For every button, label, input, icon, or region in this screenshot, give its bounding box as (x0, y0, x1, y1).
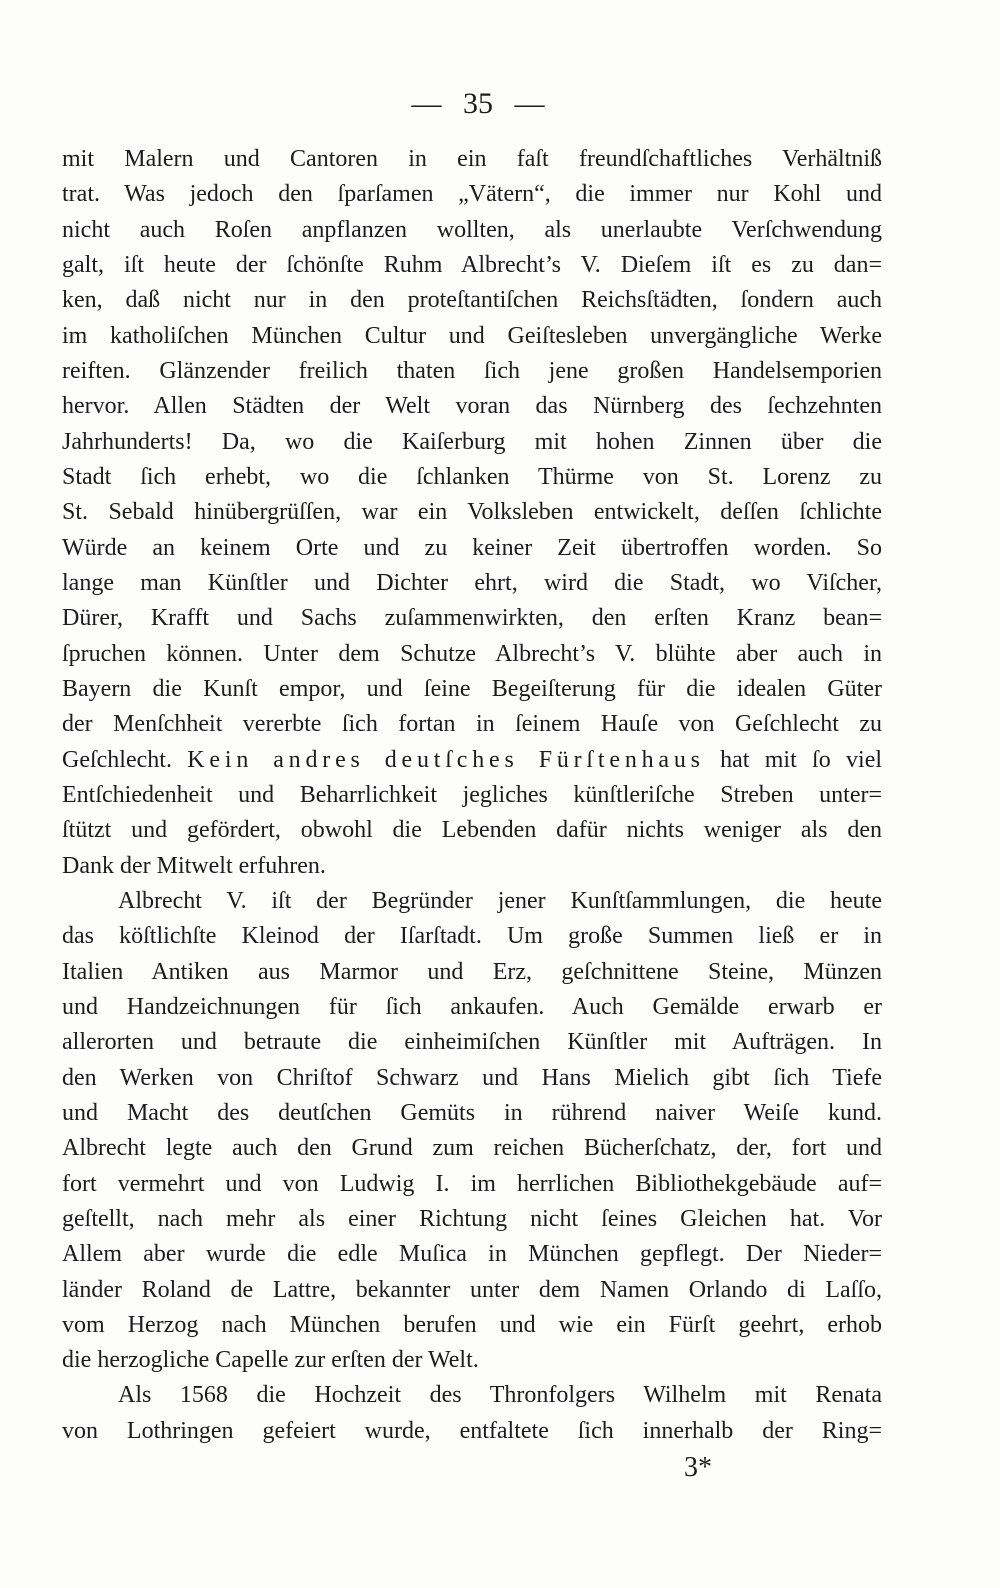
text-line: geſtellt, nach mehr als einer Richtung nicht ſeines Gleichen hat. Vor (62, 1205, 882, 1232)
text-line: nicht auch Roſen anpflanzen wollten, als unerlaubte Verſchwendung (62, 216, 882, 243)
text-line: Würde an keinem Orte und zu keiner Zeit übertroffen worden. So (62, 534, 882, 561)
text-line: Als 1568 die Hochzeit des Thronfolgers Wilhelm mit Renata (118, 1382, 882, 1409)
text-line: hervor. Allen Städten der Welt voran das Nürnberg des ſechzehnten (62, 393, 882, 420)
text-line: reiften. Glänzender freilich thaten ſich jene großen Handelsemporien (62, 357, 882, 384)
signature-mark: 3* (684, 1452, 712, 1483)
text-line: das köſtlichſte Kleinod der Iſarſtadt. Um große Summen ließ er in (62, 923, 882, 950)
text-line: lange man Künſtler und Dichter ehrt, wird die Stadt, wo Viſcher, (62, 569, 882, 596)
letterspaced-emphasis: Kein andres deutſches Fürſtenhaus (187, 746, 705, 773)
page-body (62, 142, 882, 1449)
text-line: trat. Was jedoch den ſparſamen „Vätern“, die immer nur Kohl und (62, 181, 882, 208)
text-line: Allem aber wurde die edle Muſica in München gepflegt. Der Nieder= (62, 1241, 882, 1268)
text-line: von Lothringen gefeiert wurde, entfaltete ſich innerhalb der Ring= (62, 1417, 882, 1444)
text-line: Albrecht V. iſt der Begründer jener Kunſtſammlungen, die heute (118, 887, 882, 914)
text-line: länder Roland de Lattre, bekannter unter dem Namen Orlando di Laſſo, (62, 1276, 882, 1303)
text-line-with-emphasis (62, 743, 882, 778)
text-line: fort vermehrt und von Ludwig I. im herrlichen Bibliothekgebäude auf= (62, 1170, 882, 1197)
text-line: Entſchiedenheit und Beharrlichkeit jegliches künſtleriſche Streben unter= (62, 781, 882, 808)
text-line: galt, iſt heute der ſchönſte Ruhm Albrecht’s V. Dieſem iſt es zu dan= (62, 251, 882, 278)
text-line: Jahrhunderts! Da, wo die Kaiſerburg mit hohen Zinnen über die (62, 428, 882, 455)
line-lead-text: Geſchlecht. (62, 746, 172, 773)
text-line: die herzogliche Capelle zur erſten der Welt. (62, 1347, 479, 1374)
text-line: St. Sebald hinübergrüſſen, war ein Volksleben entwickelt, deſſen ſchlichte (62, 499, 882, 526)
text-line: Dank der Mitwelt erfuhren. (62, 852, 326, 879)
text-line: und Handzeichnungen für ſich ankaufen. Auch Gemälde erwarb er (62, 993, 882, 1020)
text-line: ſpruchen können. Unter dem Schutze Albrecht’s V. blühte aber auch in (62, 640, 882, 667)
text-line: Albrecht legte auch den Grund zum reichen Bücherſchatz, der, fort und (62, 1135, 882, 1162)
text-line: ken, daß nicht nur in den proteſtantiſchen Reichsſtädten, ſondern auch (62, 287, 882, 314)
text-line: den Werken von Chriſtof Schwarz und Hans Mielich gibt ſich Tiefe (62, 1064, 882, 1091)
text-line: Italien Antiken aus Marmor und Erz, geſchnittene Steine, Münzen (62, 958, 882, 985)
paragraph (62, 1378, 882, 1449)
text-line: mit Malern und Cantoren in ein faſt freundſchaftliches Verhältniß (62, 146, 882, 172)
text-line: im katholiſchen München Cultur und Geiſtesleben unvergängliche Werke (62, 322, 882, 349)
text-line: Stadt ſich erhebt, wo die ſchlanken Thürme von St. Lorenz zu (62, 463, 882, 490)
running-head-page-number: — 35 — (411, 87, 545, 120)
text-line: Bayern die Kunſt empor, und ſeine Begeiſterung für die idealen Güter (62, 675, 882, 702)
text-line: der Menſchheit vererbte ſich fortan in ſeinem Hauſe von Geſchlecht zu (62, 711, 882, 738)
paragraph (62, 884, 882, 1379)
line-tail-text: hat mit ſo viel (720, 746, 882, 773)
text-line: vom Herzog nach München berufen und wie ein Fürſt geehrt, erhob (62, 1311, 882, 1338)
text-line: allerorten und betraute die einheimiſchen Künſtler mit Aufträgen. In (62, 1029, 882, 1056)
text-line: ſtützt und gefördert, obwohl die Lebenden dafür nichts weniger als den (62, 817, 882, 844)
text-line: Dürer, Krafft und Sachs zuſammenwirkten, den erſten Kranz bean= (62, 605, 882, 632)
paragraph (62, 142, 882, 884)
text-line: und Macht des deutſchen Gemüts in rührend naiver Weiſe kund. (62, 1099, 882, 1126)
